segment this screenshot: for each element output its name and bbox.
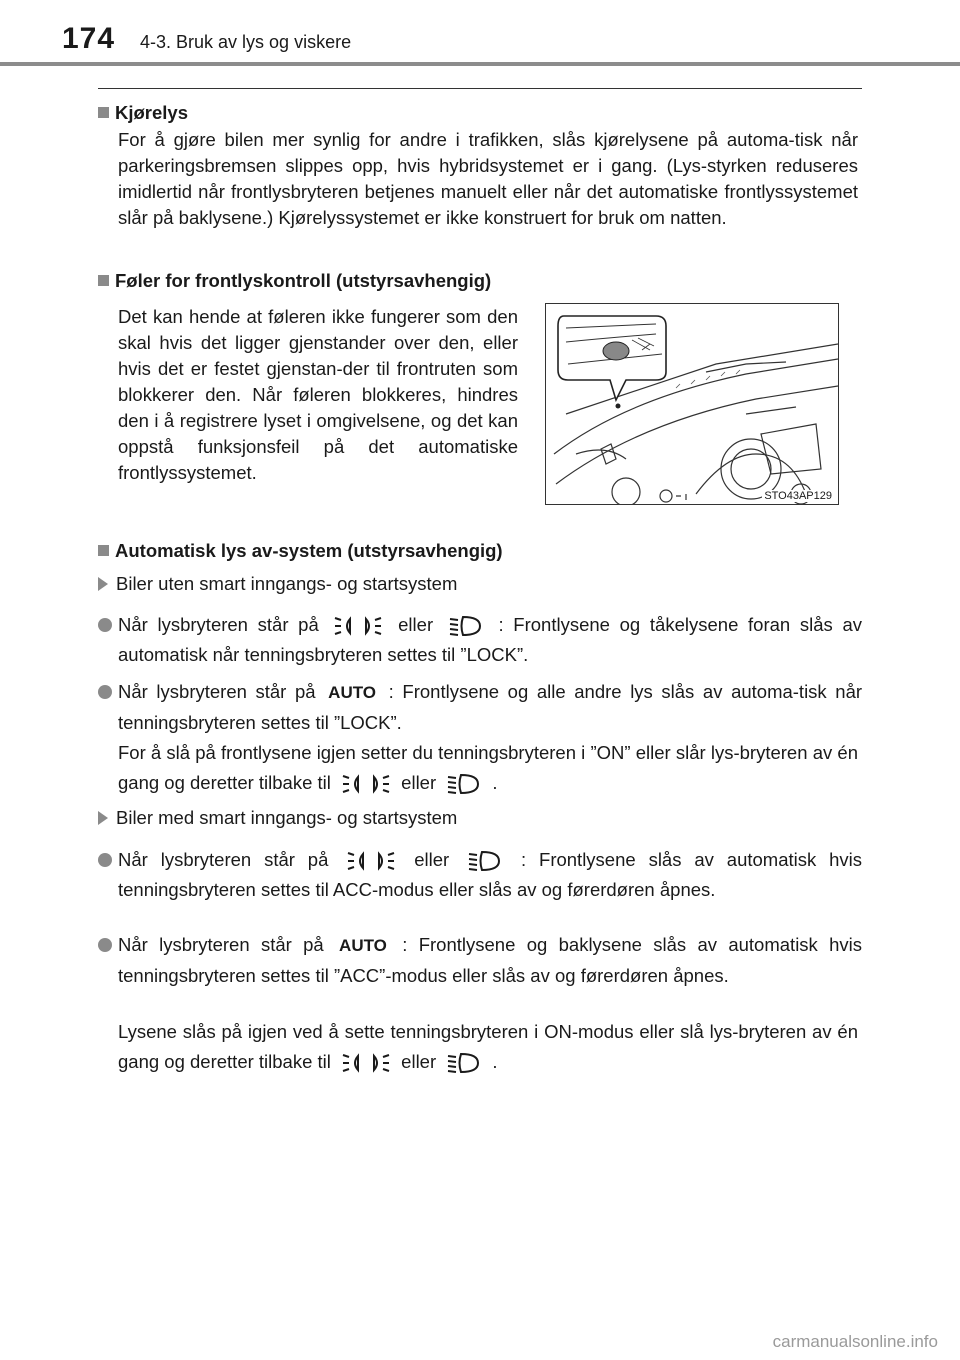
heading-sensor: Føler for frontlyskontroll (utstyrsavhengig) [98,268,491,294]
parking-light-icon [345,849,397,873]
page-number: 174 [62,22,116,55]
round-bullet-icon [98,685,112,699]
parking-light-icon [340,1051,392,1075]
watermark: carmanualsonline.info [772,1332,938,1351]
square-bullet-icon [98,275,109,286]
subheading-without-smart: Biler uten smart inngangs- og startsystem [98,571,457,597]
headlight-icon [445,1051,483,1075]
bullet-3: Når lysbryteren står på eller : Frontlysene slås av automatisk hvis tenningsbryteren settes til ACC-modus eller slås av og førerdøren åpnes. [98,845,862,905]
paragraph-1: For å slå på frontlysene igjen setter du tenningsbryteren i ”ON” eller slår lys-bryteren av én gang og deretter tilbake til eller . [118,738,858,798]
bullet-1: Når lysbryteren står på eller : Frontlysene og tåkelysene foran slås av automatisk når tenningsbryteren settes til ”LOCK”. [98,610,862,670]
round-bullet-icon [98,938,112,952]
page-header [0,0,960,72]
parking-light-icon [332,614,384,638]
auto-icon: AUTO [339,936,387,956]
square-bullet-icon [98,107,109,118]
parking-light-icon [340,772,392,796]
sensor-figure [545,303,839,505]
headlight-icon [466,849,504,873]
square-bullet-icon [98,545,109,556]
triangle-bullet-icon [98,577,108,591]
section-title: 4-3. Bruk av lys og viskere [140,32,352,52]
bullet-2: Når lysbryteren står på AUTO : Frontlysene og alle andre lys slås av automa-tisk når tenningsbryteren settes til ”LOCK”. [98,677,862,738]
kjorelys-text: For å gjøre bilen mer synlig for andre i trafikken, slås kjørelysene på automa-tisk når parkeringsbremsen slippes opp, hvis hybridsystemet er i gang. (Lys-styrken reduseres imidlertid når frontlysbryteren betjenes manuelt eller når det automatiske frontlyssystemet slår på baklysene.) Kjørelyssystemet er ikke konstruert for bruk om natten. [118,129,858,228]
header-bar [0,62,960,66]
sensor-text: Det kan hende at føleren ikke fungerer som den skal hvis det ligger gjenstander over den, eller hvis det er festet gjenstan-der til frontruten som blokkerer den. Når føleren blokkeres, hindres den i å registrere lyset i omgivelsene, og det kan oppstå funksjonsfeil på det automatiske frontlyssystemet. [118,306,518,483]
auto-icon: AUTO [328,683,377,703]
divider [98,88,862,89]
figure-code: STO43AP129 [764,490,832,502]
headlight-icon [445,772,483,796]
heading-kjorelys: Kjørelys [98,100,188,126]
triangle-bullet-icon [98,811,108,825]
headlight-icon [447,614,485,638]
round-bullet-icon [98,618,112,632]
subheading-with-smart: Biler med smart inngangs- og startsystem [98,805,457,831]
bullet-4: Når lysbryteren står på AUTO : Frontlysene og baklysene slås av automatisk hvis tenningsbryteren settes til ”ACC”-modus eller slås av og førerdøren åpnes. [98,930,862,991]
round-bullet-icon [98,853,112,867]
dashboard-illustration [546,304,838,504]
heading-auto-off: Automatisk lys av-system (utstyrsavhengig) [98,538,503,564]
paragraph-2: Lysene slås på igjen ved å sette tenningsbryteren i ON-modus eller slå lys-bryteren av én gang og deretter tilbake til eller . [118,1017,858,1077]
